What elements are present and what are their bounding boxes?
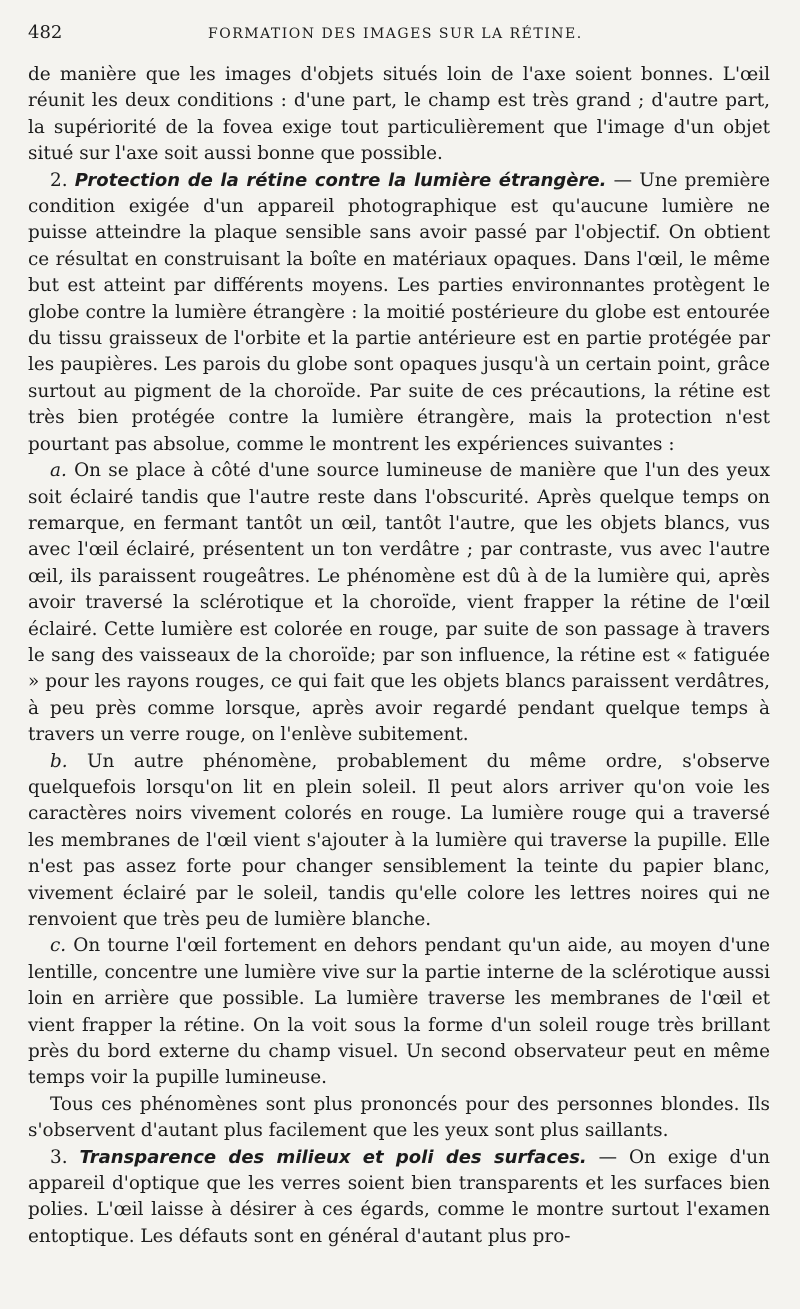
paragraph-text: de manière que les images d'objets situés loin de l'axe soient bonnes. L'œil réunit les deux conditions : d'une part, le champ est très grand ; d'autre part, la supériorité de la fovea exige tout particulièrement que l'image d'un objet situé sur l'axe soit aussi bonne que possible.: [28, 64, 770, 165]
experiment-b-paragraph: [28, 749, 770, 934]
paragraph-text: — Une première condition exigée d'un appareil photographique est qu'aucune lumière ne puisse atteindre la plaque sensible sans avoir passé par l'objectif. On obtient ce résultat en construisant la boîte en matériaux opaques. Dans l'œil, le même but est atteint par différents moyens. Les parties environnantes protègent le globe contre la lumière étrangère : la moitié postérieure du globe est entourée du tissu graisseux de l'orbite et la partie antérieure est en partie protégée par les paupières. Les parois du globe sont opaques jusqu'à un certain point, grâce surtout au pigment de la choroïde. Par suite de ces précautions, la rétine est très bien protégée contre la lumière étrangère, mais la protection n'est pourtant pas absolue, comme le montrent les expériences suivantes :: [28, 169, 770, 455]
section-number: 3.: [50, 1146, 68, 1168]
section-number: 2.: [50, 169, 68, 191]
page-number: 482: [28, 22, 63, 43]
book-page: [28, 22, 770, 1250]
paragraph-text: Un autre phénomène, probablement du même ordre, s'observe quelquefois lorsqu'on lit en plein soleil. Il peut alors arriver qu'on voie les caractères noirs vivement colorés en rouge. La lumière rouge qui a traversé les membranes de l'œil vient s'ajouter à la lumière qui traverse la pupille. Elle n'est pas assez forte pour changer sensiblement la teinte du papier blanc, vivement éclairé par le soleil, tandis qu'elle colore les lettres noires qui ne renvoient que très peu de lumière blanche.: [28, 750, 770, 930]
section-3-paragraph: [28, 1145, 770, 1251]
paragraph-text: Tous ces phénomènes sont plus prononcés pour des personnes blondes. Ils s'observent d'autant plus facilement que les yeux sont plus saillants.: [28, 1093, 770, 1142]
page-header: [28, 22, 770, 62]
section-title: Transparence des milieux et poli des surfaces.: [79, 1146, 587, 1168]
paragraph-text: On se place à côté d'une source lumineuse de manière que l'un des yeux soit éclairé tandis que l'autre reste dans l'obscurité. Après quelque temps on remarque, en fermant tantôt un œil, tantôt l'autre, que les objets blancs, vus avec l'œil éclairé, présentent un ton verdâtre ; par contraste, vus avec l'autre œil, ils paraissent rougeâtres. Le phénomène est dû à de la lumière qui, après avoir traversé la sclérotique et la choroïde, vient frapper la rétine de l'œil éclairé. Cette lumière est colorée en rouge, par suite de son passage à travers le sang des vaisseaux de la choroïde; par son influence, la rétine est « fatiguée » pour les rayons rouges, ce qui fait que les objets blancs paraissent verdâtres, à peu près comme lorsque, après avoir regardé pendant quelque temps à travers un verre rouge, on l'enlève subitement.: [28, 460, 770, 746]
summary-paragraph: [28, 1092, 770, 1145]
running-title: FORMATION DES IMAGES SUR LA RÉTINE.: [208, 26, 583, 42]
section-title: Protection de la rétine contre la lumière étrangère.: [74, 169, 607, 191]
item-letter: b.: [50, 750, 68, 772]
item-letter: c.: [50, 935, 67, 957]
paragraph-text: On tourne l'œil fortement en dehors pendant qu'un aide, au moyen d'une lentille, concentre une lumière vive sur la partie interne de la sclérotique aussi loin en arrière que possible. La lumière traverse les membranes de l'œil et vient frapper la rétine. On la voit sous la forme d'un soleil rouge très brillant près du bord externe du champ visuel. Un second observateur peut en même temps voir la pupille lumineuse.: [28, 935, 770, 1089]
item-letter: a.: [50, 460, 67, 482]
paragraph-text: — On exige d'un appareil d'optique que les verres soient bien transparents et les surfaces bien polies. L'œil laisse à désirer à ces égards, comme le montre surtout l'examen entoptique. Les défauts sont en général d'autant plus pro-: [28, 1146, 770, 1247]
experiment-c-paragraph: [28, 933, 770, 1091]
section-2-paragraph: [28, 168, 770, 458]
paragraph-continuation: [28, 62, 770, 168]
body-text: [28, 62, 770, 1250]
experiment-a-paragraph: [28, 458, 770, 748]
